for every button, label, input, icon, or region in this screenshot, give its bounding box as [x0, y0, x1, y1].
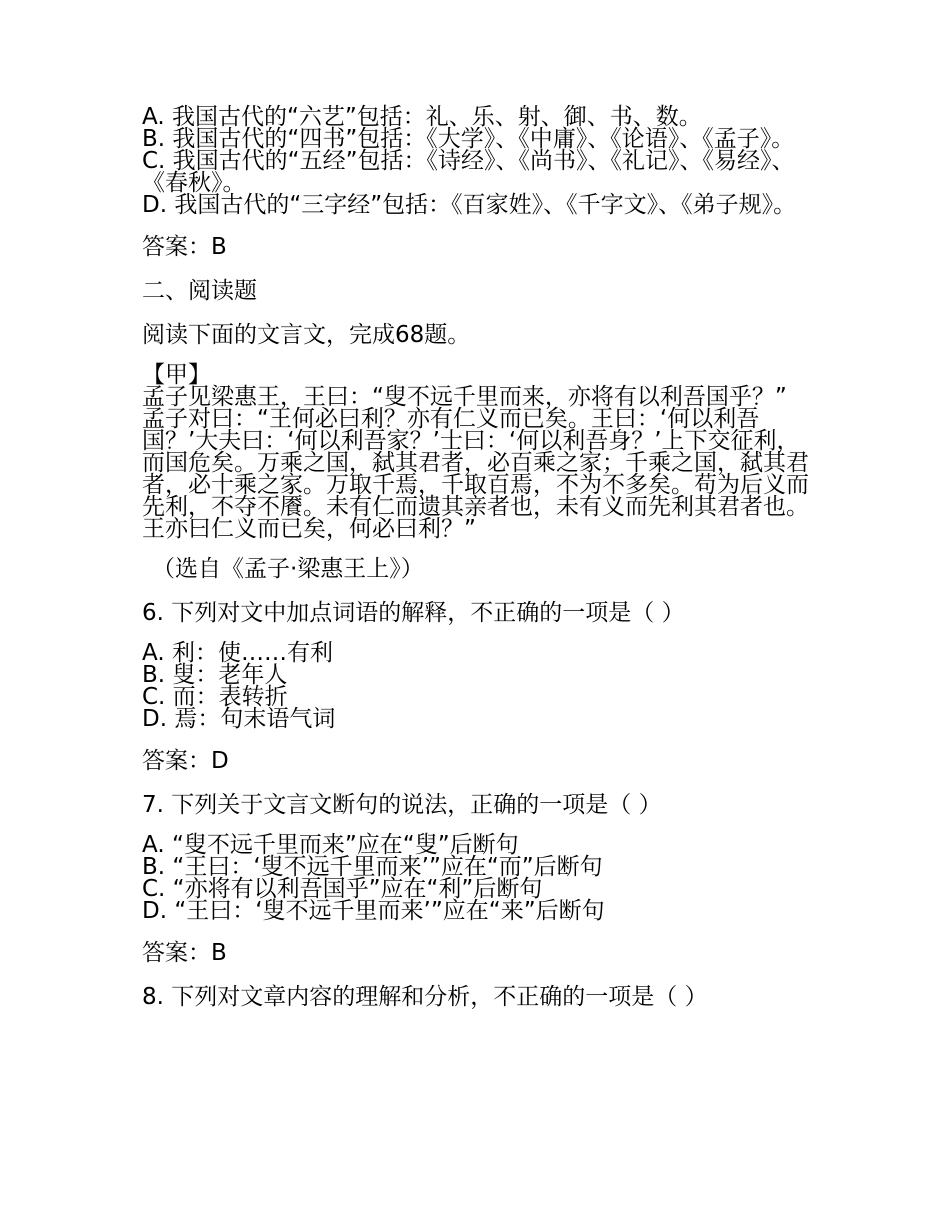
document-page [142, 106, 814, 1012]
q6-option-a: A. 利：使……有利 [142, 640, 333, 666]
q6-option-c: C. 而：表转折 [142, 684, 288, 710]
q5-answer: 答案：B [142, 234, 227, 260]
q8-stem: 8. 下列对文章内容的理解和分析，不正确的一项是（ ） [142, 984, 708, 1010]
q6-stem: 6. 下列对文中加点词语的解释，不正确的一项是（ ） [142, 600, 685, 626]
passage [142, 364, 814, 540]
passage-paragraph-1: 孟子见梁惠王，王曰：“叟不远千里而来，亦将有以利吾国乎？” [142, 384, 787, 410]
q7-option-b: B. “王曰：‘叟不远千里而来’”应在“而”后断句 [142, 854, 603, 880]
q7-option-c: C. “亦将有以利吾国乎”应在“利”后断句 [142, 876, 543, 902]
passage-source: （选自《孟子·梁惠王上》） [152, 556, 424, 582]
q7-option-a: A. “叟不远千里而来”应在“叟”后断句 [142, 832, 519, 858]
q6-option-b: B. 叟：老年人 [142, 662, 288, 688]
section-title: 二、阅读题 [142, 278, 257, 304]
q7-options [142, 834, 814, 922]
q7-answer: 答案：B [142, 940, 227, 966]
q5-option-d: D. 我国古代的“三字经”包括：《百家姓》、《千字文》、《弟子规》。 [142, 192, 797, 218]
q6-answer: 答案：D [142, 748, 229, 774]
passage-paragraph-2: 孟子对曰：“王何必曰利？亦有仁义而已矣。王曰：‘何以利吾国？’大夫曰：‘何以利吾家？’士曰：‘何以利吾身？’上下交征利，而国危矣。万乘之国，弑其君者，必百乘之家；千乘之国，弑其君者，必十乘之家。万取千焉，千取百焉，不为不多矣。苟为后义而先利，不夺不餍。未有仁而遗其亲者也，未有义而先利其君者也。王亦曰仁义而已矣，何必曰利？” [142, 406, 809, 542]
passage-heading: 【甲】 [142, 362, 211, 388]
q6-option-d: D. 焉：句末语气词 [142, 706, 336, 732]
q7-option-d: D. “王曰：‘叟不远千里而来’”应在“来”后断句 [142, 898, 605, 924]
reading-intro: 阅读下面的文言文，完成68题。 [142, 322, 471, 348]
q7-stem: 7. 下列关于文言文断句的说法，正确的一项是（ ） [142, 792, 662, 818]
q5-option-c: C. 我国古代的“五经”包括：《诗经》、《尚书》、《礼记》、《易经》、《春秋》。 [142, 148, 795, 196]
q6-options [142, 642, 814, 730]
q5-option-a: A. 我国古代的“六艺”包括：礼、乐、射、御、书、数。 [142, 104, 702, 130]
q5-options [142, 106, 814, 216]
q5-option-b: B. 我国古代的“四书”包括：《大学》、《中庸》、《论语》、《孟子》。 [142, 126, 795, 152]
